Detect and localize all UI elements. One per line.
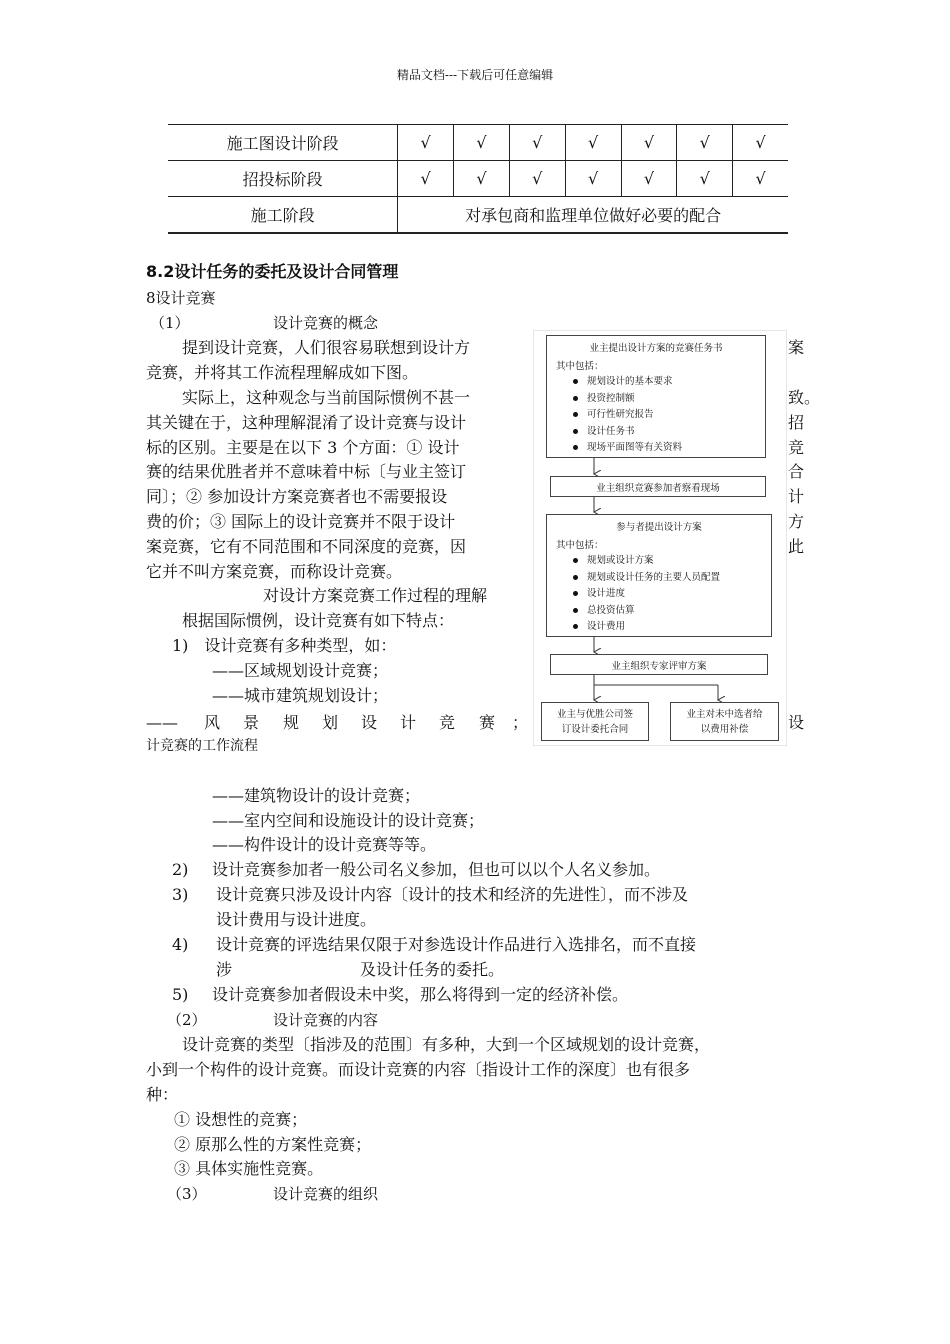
body-line: 种： bbox=[146, 1085, 179, 1104]
list-item: ——室内空间和设施设计的设计竞赛； bbox=[212, 811, 485, 830]
flow-item: 规划或设计任务的主要人员配置 bbox=[587, 570, 771, 587]
point-text: 设计竞赛的评选结果仅限于对参选设计作品进行入选排名，而不直接 bbox=[216, 935, 697, 954]
body-line: 设计竞赛的类型〔指涉及的范围〕有多种，大到一个区域规划的设计竞赛， bbox=[182, 1035, 711, 1054]
check-cell: √ bbox=[509, 161, 565, 197]
flow-box-title: 参与者提出设计方案 bbox=[616, 522, 702, 533]
spaced-char: 赛 bbox=[479, 713, 496, 732]
flow-box-compensation bbox=[670, 702, 779, 741]
body-line: 它并不叫方案竞赛，而称设计竞赛。 bbox=[146, 562, 403, 581]
body-line: 提到设计竞赛，人们很容易联想到设计方 bbox=[182, 338, 471, 357]
flow-item: 总投资估算 bbox=[587, 603, 771, 620]
body-line: 小到一个构件的设计竞赛。而设计竞赛的内容〔指设计工作的深度〕也有很多 bbox=[146, 1060, 691, 1079]
flow-box-line: 订设计委托合同 bbox=[561, 723, 629, 735]
spaced-char: 规 bbox=[283, 713, 300, 732]
type-item: ① 设想性的竞赛； bbox=[174, 1110, 308, 1129]
flow-box-title: 业主提出设计方案的竞赛任务书 bbox=[589, 343, 723, 354]
flow-box-brief bbox=[546, 335, 766, 458]
right-char: 致。 bbox=[788, 388, 821, 407]
right-char: 此 bbox=[788, 537, 805, 556]
flow-item: 规划或设计方案 bbox=[587, 553, 771, 570]
para2-heading: 设计竞赛的内容 bbox=[273, 1011, 379, 1029]
right-char: 设 bbox=[788, 713, 805, 732]
flow-box-review: 业主组织专家评审方案 bbox=[550, 654, 768, 675]
flow-box-contract bbox=[541, 702, 649, 741]
point-num: 5) bbox=[172, 985, 189, 1004]
check-cell: √ bbox=[621, 161, 677, 197]
check-cell: √ bbox=[509, 125, 565, 161]
sub-title: 8设计竞赛 bbox=[146, 289, 216, 307]
body-line: 标的区别。主要是在以下 3 个方面：① 设计 bbox=[146, 438, 460, 457]
point-num: 3) bbox=[172, 885, 189, 904]
spaced-char: 风 bbox=[204, 713, 221, 732]
workflow-diagram bbox=[533, 330, 787, 746]
right-char: 计 bbox=[788, 487, 805, 506]
check-cell: √ bbox=[733, 161, 788, 197]
point-text-cont: 涉 bbox=[216, 960, 233, 979]
spaced-char: 设 bbox=[361, 713, 378, 732]
figure-caption: 计竞赛的工作流程 bbox=[146, 738, 258, 754]
para1-heading: 设计竞赛的概念 bbox=[273, 314, 379, 332]
para1-heading-num: （1） bbox=[150, 314, 190, 332]
table-row bbox=[168, 125, 788, 161]
point-text: 设计竞赛参加者一般公司名义参加，但也可以以个人名义参加。 bbox=[212, 860, 661, 879]
body-line: 费的价；③ 国际上的设计竞赛并不限于设计 bbox=[146, 512, 456, 531]
row-label: 施工图设计阶段 bbox=[168, 125, 398, 161]
flow-box-site-visit: 业主组织竞赛参加者察看现场 bbox=[550, 476, 766, 497]
check-cell: √ bbox=[398, 161, 454, 197]
flow-item-list bbox=[547, 374, 765, 457]
table-row bbox=[168, 197, 788, 234]
flow-item: 可行性研究报告 bbox=[587, 407, 765, 424]
spaced-char: 竞 bbox=[439, 713, 456, 732]
para3-heading: 设计竞赛的组织 bbox=[273, 1185, 379, 1203]
flow-box-subtitle: 其中包括： bbox=[556, 540, 604, 551]
type-item: ③ 具体实施性竞赛。 bbox=[174, 1159, 324, 1178]
merged-cell: 对承包商和监理单位做好必要的配合 bbox=[398, 197, 788, 234]
check-cell: √ bbox=[677, 125, 733, 161]
point-num: 2) bbox=[172, 860, 189, 879]
right-char: 方 bbox=[788, 512, 805, 531]
row-label: 招投标阶段 bbox=[168, 161, 398, 197]
spaced-char: ； bbox=[512, 713, 529, 732]
body-line: 其关键在于，这种理解混淆了设计竞赛与设计 bbox=[146, 413, 467, 432]
section-title: 8.2设计任务的委托及设计合同管理 bbox=[146, 262, 399, 281]
flow-box-line: 以费用补偿 bbox=[700, 723, 749, 735]
flow-item: 设计任务书 bbox=[587, 424, 765, 441]
row-label: 施工阶段 bbox=[168, 197, 398, 234]
table-row bbox=[168, 161, 788, 197]
list-item: ——构件设计的设计竞赛等等。 bbox=[212, 835, 437, 854]
flow-item: 投资控制额 bbox=[587, 391, 765, 408]
flow-item: 规划设计的基本要求 bbox=[587, 374, 765, 391]
body-line: 1) 设计竞赛有多种类型，如： bbox=[172, 636, 397, 655]
check-cell: √ bbox=[565, 125, 621, 161]
spaced-char: 景 bbox=[243, 713, 260, 732]
check-cell: √ bbox=[677, 161, 733, 197]
body-line: ——城市建筑规划设计； bbox=[212, 686, 389, 705]
point-num: 4) bbox=[172, 935, 189, 954]
right-char: 案 bbox=[788, 338, 805, 357]
body-line: 根据国际惯例，设计竞赛有如下特点： bbox=[182, 611, 455, 630]
para2-heading-num: （2） bbox=[167, 1011, 207, 1029]
body-line: ——区域规划设计竞赛； bbox=[212, 661, 389, 680]
check-cell: √ bbox=[733, 125, 788, 161]
flow-box-line: 业主与优胜公司签 bbox=[556, 708, 633, 720]
right-char: 合 bbox=[788, 462, 805, 481]
spaced-char: 计 bbox=[400, 713, 417, 732]
body-line: 案竞赛，它有不同范围和不同深度的竞赛，因 bbox=[146, 537, 467, 556]
phase-table bbox=[168, 124, 788, 234]
right-char: 招 bbox=[788, 413, 805, 432]
point-text: 设计竞赛参加者假设未中奖，那么将得到一定的经济补偿。 bbox=[212, 985, 629, 1004]
type-item: ② 原那么性的方案性竞赛； bbox=[174, 1135, 372, 1154]
page-header: 精品文档---下载后可任意编辑 bbox=[396, 68, 554, 82]
body-line: 赛的结果优胜者并不意味着中标〔与业主签订 bbox=[146, 462, 467, 481]
check-cell: √ bbox=[398, 125, 454, 161]
flow-box-line: 业主对未中选者给 bbox=[686, 708, 763, 720]
flow-item: 设计进度 bbox=[587, 586, 771, 603]
para3-heading-num: （3） bbox=[167, 1185, 207, 1203]
body-line: 对设计方案竞赛工作过程的理解 bbox=[263, 586, 488, 605]
body-line: 实际上，这种观念与当前国际惯例不甚一 bbox=[182, 388, 471, 407]
list-item: ——建筑物设计的设计竞赛； bbox=[212, 786, 421, 805]
check-cell: √ bbox=[454, 161, 510, 197]
flow-item: 现场平面图等有关资料 bbox=[587, 440, 765, 457]
body-line: 同〕；② 参加设计方案竞赛者也不需要报设 bbox=[146, 487, 448, 506]
flow-item-list bbox=[547, 553, 771, 636]
point-text-cont: 及设计任务的委托。 bbox=[360, 960, 505, 979]
body-line: 竞赛，并将其工作流程理解成如下图。 bbox=[146, 363, 419, 382]
check-cell: √ bbox=[621, 125, 677, 161]
flow-item: 设计费用 bbox=[587, 619, 771, 636]
spaced-char: 划 bbox=[322, 713, 339, 732]
right-char: 竞 bbox=[788, 438, 805, 457]
flow-box-subtitle: 其中包括： bbox=[556, 361, 604, 372]
point-text-cont: 设计费用与设计进度。 bbox=[216, 910, 377, 929]
flow-box-proposal bbox=[546, 514, 772, 637]
check-cell: √ bbox=[454, 125, 510, 161]
check-cell: √ bbox=[565, 161, 621, 197]
point-text: 设计竞赛只涉及设计内容〔设计的技术和经济的先进性〕，而不涉及 bbox=[216, 885, 689, 904]
spaced-char: —— bbox=[146, 713, 178, 732]
